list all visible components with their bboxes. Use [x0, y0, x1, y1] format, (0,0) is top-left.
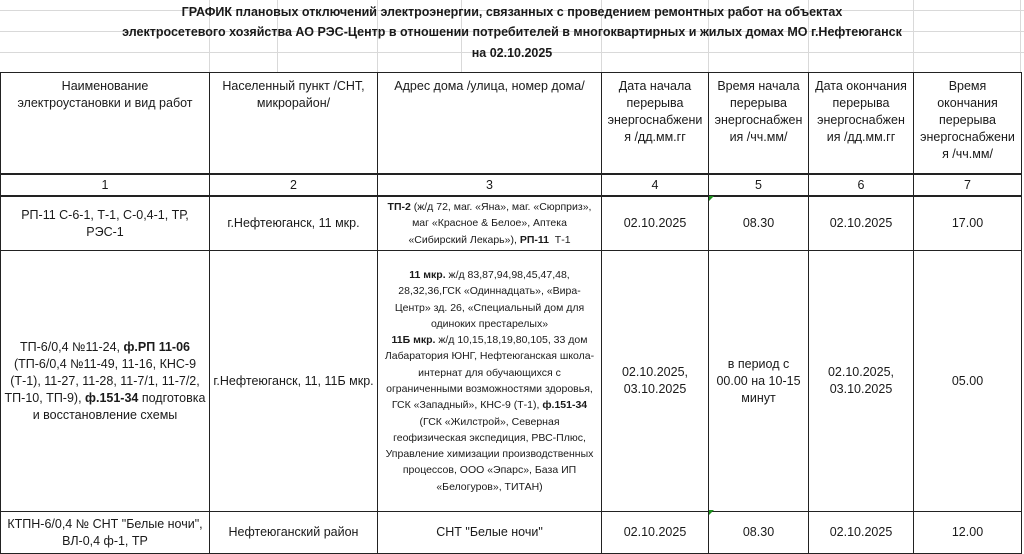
column-number: 3	[378, 174, 602, 196]
cell-start-date[interactable]: 02.10.2025	[602, 512, 709, 554]
cell-warning-marker-icon	[709, 196, 714, 201]
header-text: микрорайон/	[256, 96, 331, 110]
header-end-date	[809, 73, 914, 175]
column-number: 5	[709, 174, 809, 196]
header-text: Дата начала	[618, 79, 692, 93]
cell-end-time[interactable]: 05.00	[914, 251, 1022, 512]
header-address	[378, 73, 602, 175]
cell-locality[interactable]: Нефтеюганский район	[210, 512, 378, 554]
header-start-time	[709, 73, 809, 175]
address-bold: 11Б мкр.	[391, 334, 436, 347]
table-row	[1, 196, 1022, 251]
cell-warning-marker-icon	[709, 510, 714, 515]
cell-address[interactable]: СНТ "Белые ночи"	[378, 512, 602, 554]
header-text: Адрес дома /улица, номер дома/	[394, 79, 585, 93]
cell-start-date[interactable]: 02.10.2025	[602, 196, 709, 251]
header-text: окончания	[937, 96, 998, 110]
outage-schedule-table	[0, 72, 1022, 554]
address-bold: ф.151-34	[542, 399, 588, 412]
cell-end-time[interactable]: 12.00	[914, 512, 1022, 554]
cell-start-date[interactable]: 02.10.2025, 03.10.2025	[602, 251, 709, 512]
header-text: я /дд.мм.гг	[624, 130, 686, 144]
header-text: я /чч.мм/	[942, 147, 993, 161]
installation-text: (ТП-6/0,4 №11-49, 11-16, КНС-9 (Т-1), 11-27, 11-28, 11-7/1, 11-7/2, ТП-10, ТП-9),	[4, 356, 200, 405]
header-text: Дата окончания	[815, 79, 907, 93]
header-installation	[1, 73, 210, 175]
address-bold: РП-11	[519, 233, 549, 246]
header-text: ия /дд.мм.гг	[826, 130, 896, 144]
address-text: ж/д 10,15,18,19,80,105, 33 дом Лабаратория ЮНГ, Нефтеюганская школа-интернат для обучающихся с ограниченными возможностями здоровья, ГСК «Западный», КНС-9 (Т-1),	[384, 334, 595, 412]
header-text: Время	[948, 79, 987, 93]
column-number-row	[1, 174, 1022, 196]
cell-installation[interactable]	[1, 251, 210, 512]
cell-start-time[interactable]: в период с 00.00 на 10-15 минут	[709, 251, 809, 512]
header-end-time	[914, 73, 1022, 175]
header-text: энергоснабжени	[607, 113, 703, 127]
cell-locality[interactable]: г.Нефтеюганск, 11, 11Б мкр.	[210, 251, 378, 512]
cell-end-date[interactable]: 02.10.2025, 03.10.2025	[809, 251, 914, 512]
header-text: электроустановки и вид работ	[17, 96, 193, 110]
column-number: 2	[210, 174, 378, 196]
header-text: перерыва	[832, 96, 890, 110]
header-text: перерыва	[938, 113, 996, 127]
cell-locality[interactable]: г.Нефтеюганск, 11 мкр.	[210, 196, 378, 251]
cell-end-date[interactable]: 02.10.2025	[809, 196, 914, 251]
cell-installation[interactable]: РП-11 С-6-1, Т-1, С-0,4-1, ТР, РЭС-1	[1, 196, 210, 251]
address-text: ж/д 83,87,94,98,45,47,48, 28,32,36,ГСК «Одиннадцать», «Вира-Центр» зд. 26, «Специальный дом для одиноких престарелых»	[394, 268, 585, 330]
header-locality	[210, 73, 378, 175]
header-text: энергоснабжен	[714, 113, 803, 127]
header-text: энергоснабжени	[920, 130, 1015, 144]
header-text: ия /чч.мм/	[729, 130, 788, 144]
column-number: 6	[809, 174, 914, 196]
cell-address[interactable]	[378, 196, 602, 251]
title-line-2: электросетевого хозяйства АО РЭС-Центр в отношении потребителей в многоквартирных и жилых домах МО г.Нефтеюганск	[122, 25, 902, 39]
header-text: перерыва	[626, 96, 684, 110]
table-row	[1, 512, 1022, 554]
header-text: перерыва	[729, 96, 787, 110]
column-number: 1	[1, 174, 210, 196]
cell-installation[interactable]: КТПН-6/0,4 № СНТ "Белые ночи", ВЛ-0,4 ф-1, ТР	[1, 512, 210, 554]
address-bold: 11 мкр.	[409, 268, 446, 281]
cell-end-date[interactable]: 02.10.2025	[809, 512, 914, 554]
header-row	[1, 73, 1022, 175]
cell-start-time[interactable]: 08.30	[709, 512, 809, 554]
cell-address[interactable]	[378, 251, 602, 512]
title-line-3: на 02.10.2025	[471, 46, 553, 60]
title-line-1: ГРАФИК плановых отключений электроэнергии, связанных с проведением ремонтных работ на объектах	[181, 5, 843, 19]
header-text: энергоснабжен	[817, 113, 905, 127]
address-text: (ж/д 72, маг. «Яна», маг. «Сюрприз», маг «Красное & Белое», Аптека «Сибирский Лекарь»),	[408, 201, 592, 246]
header-text: Населенный пункт /СНТ,	[222, 79, 365, 93]
header-text: Наименование	[61, 79, 149, 93]
cell-end-time[interactable]: 17.00	[914, 196, 1022, 251]
column-number: 4	[602, 174, 709, 196]
header-start-date	[602, 73, 709, 175]
table-row	[1, 251, 1022, 512]
address-bold: ТП-2	[387, 201, 411, 214]
address-text: Т-1	[548, 233, 571, 246]
installation-text: ТП-6/0,4 №11-24,	[20, 339, 124, 354]
address-text: (ГСК «Жилстрой», Северная геофизическая экспедиция, РВС-Плюс, Управление химизации производственных процессов, ООО «Эпарс», База ИП «Белогуров», ТИТАН)	[385, 415, 594, 493]
cell-start-time[interactable]: 08.30	[709, 196, 809, 251]
header-text: Время начала	[717, 79, 800, 93]
installation-text: подготовка и восстановление схемы	[32, 390, 206, 422]
column-number: 7	[914, 174, 1022, 196]
installation-bold: ф.РП 11-06	[123, 339, 190, 354]
installation-bold: ф.151-34	[85, 390, 139, 405]
